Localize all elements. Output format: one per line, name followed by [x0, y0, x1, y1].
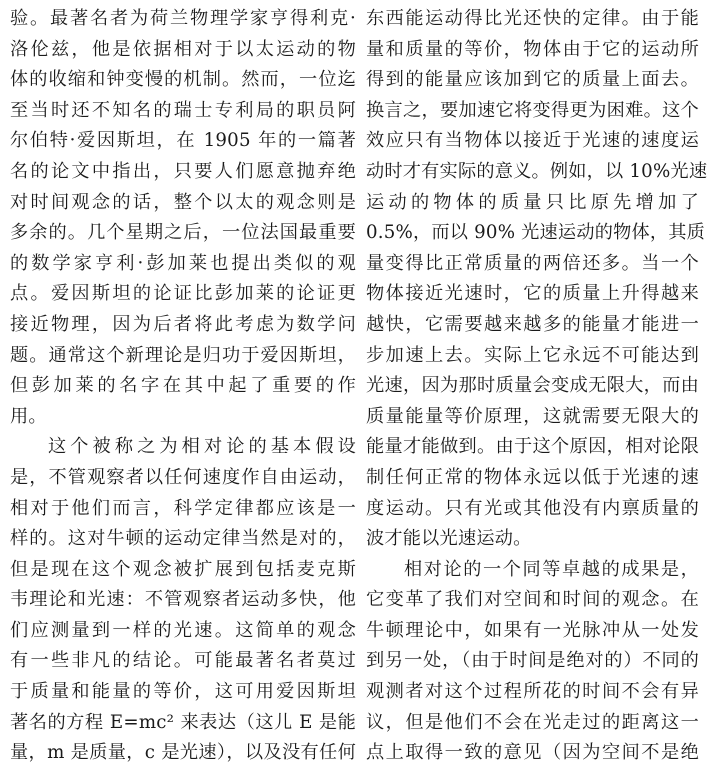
- paragraph-first-line: 相对论的一个同等卓越的成果是，: [404, 558, 699, 580]
- paragraph-end-line: 波才能以光速运动。: [366, 528, 532, 550]
- text-line: 东西能运动得比光还快的定律。由于能: [366, 8, 699, 29]
- text-line: 度运动。只有光或其他没有内禀质量的: [366, 497, 699, 519]
- text-line: 得到的能量应该加到它的质量上面去。: [366, 69, 699, 91]
- text-line: 到另一处，（由于时间是绝对的）不同的: [366, 650, 699, 672]
- text-line: 是，不管观察者以任何速度作自由运动，: [10, 466, 356, 488]
- text-line: 换言之，要加速它将变得更为困难。这个: [366, 99, 699, 121]
- left-column: [10, 4, 356, 769]
- text-line: 越快，它需要越来越多的能量才能进一: [366, 313, 699, 335]
- text-line: 它变革了我们对空间和时间的观念。在: [366, 589, 699, 611]
- text-line: 接近物理，因为后者将此考虑为数学问: [10, 313, 356, 335]
- text-line: 量和质量的等价，物体由于它的运动所: [366, 38, 699, 60]
- text-line: 0.5%，而以 90% 光速运动的物体，其质: [366, 222, 706, 244]
- text-line: 多余的。几个星期之后，一位法国最重要: [10, 222, 356, 244]
- text-line: 步加速上去。实际上它永远不可能达到: [366, 344, 699, 366]
- text-line: 效应只有当物体以接近于光速的速度运: [366, 130, 699, 152]
- text-line: 点。爱因斯坦的论证比彭加莱的论证更: [10, 283, 356, 305]
- text-line: 议，但是他们不会在光走过的距离这一: [366, 711, 699, 733]
- text-line: 尔伯特·爱因斯坦，在 1905 年的一篇著: [10, 130, 356, 152]
- paragraph-end-line: 用。: [10, 405, 47, 427]
- text-line: 韦理论和光速：不管观察者运动多快，他: [10, 589, 356, 611]
- text-line: 观测者对这个过程所花的时间不会有异: [366, 681, 699, 703]
- text-line: 著名的方程 E=mc² 来表达（这儿 E 是能: [10, 711, 356, 733]
- text-line: 的数学家亨利·彭加莱也提出类似的观: [10, 252, 356, 274]
- text-line: 制任何正常的物体永远以低于光速的速: [366, 466, 699, 488]
- text-line: 体的收缩和钟变慢的机制。然而，一位迄: [10, 69, 356, 91]
- text-line: 量变得比正常质量的两倍还多。当一个: [366, 252, 699, 274]
- text-line: 运动的物体的质量只比原先增加了: [366, 191, 699, 213]
- text-line: 洛伦兹，他是依据相对于以太运动的物: [10, 38, 356, 60]
- text-line: 题。通常这个新理论是归功于爱因斯坦，: [10, 344, 356, 366]
- text-line: 牛顿理论中，如果有一光脉冲从一处发: [366, 619, 699, 641]
- text-line: 点上取得一致的意见（因为空间不是绝: [366, 742, 699, 764]
- text-line: 质量能量等价原理，这就需要无限大的: [366, 405, 699, 427]
- paragraph-first-line: 这个被称之为相对论的基本假设: [48, 436, 356, 458]
- text-line: 于质量和能量的等价，这可用爱因斯坦: [10, 681, 356, 703]
- right-column: [366, 4, 707, 769]
- text-line: 光速，因为那时质量会变成无限大，而由: [366, 375, 699, 397]
- text-line: 有一些非凡的结论。可能最著名者莫过: [10, 650, 356, 672]
- text-line: 能量才能做到。由于这个原因，相对论限: [366, 436, 699, 458]
- text-line: 们应测量到一样的光速。这简单的观念: [10, 619, 356, 641]
- text-line: 对时间观念的话，整个以太的观念则是: [10, 191, 356, 213]
- text-line: 但彭加莱的名字在其中起了重要的作: [10, 375, 356, 397]
- text-line: 样的。这对牛顿的运动定律当然是对的，: [10, 528, 356, 550]
- text-line: 验。最著名者为荷兰物理学家亨得利克·: [10, 8, 356, 29]
- text-line: 动时才有实际的意义。例如，以 10%光速: [366, 160, 707, 182]
- text-line: 物体接近光速时，它的质量上升得越来: [366, 283, 699, 305]
- text-line: 量，m 是质量，c 是光速），以及没有任何: [10, 742, 356, 764]
- text-line: 名的论文中指出，只要人们愿意抛弃绝: [10, 160, 356, 182]
- text-line: 至当时还不知名的瑞士专利局的职员阿: [10, 99, 356, 121]
- text-line: 相对于他们而言，科学定律都应该是一: [10, 497, 356, 519]
- text-line: 但是现在这个观念被扩展到包括麦克斯: [10, 558, 356, 580]
